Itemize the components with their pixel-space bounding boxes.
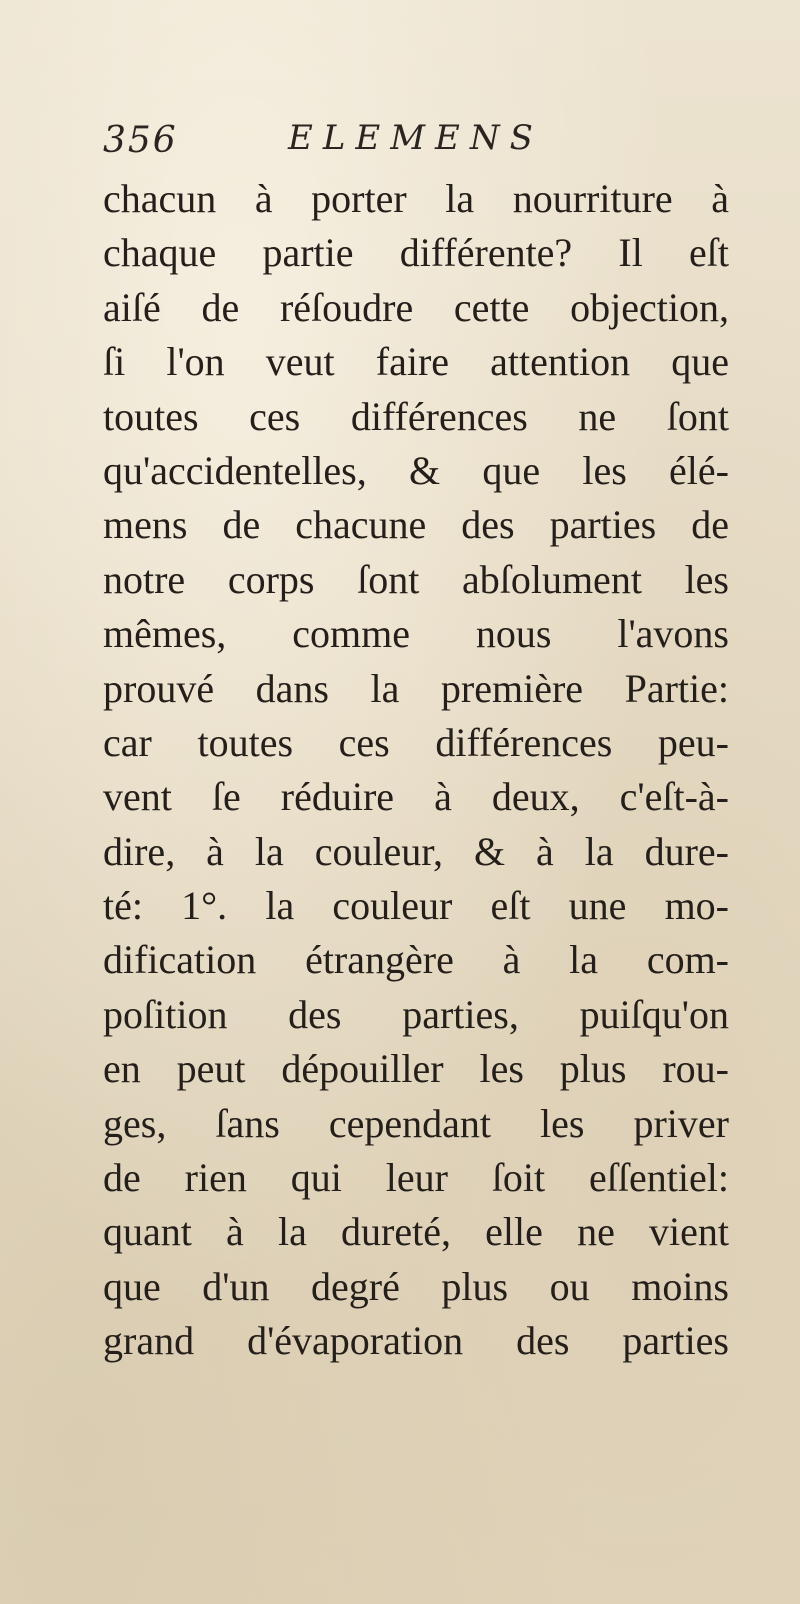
text-line: vent ſe réduire à deux, c'eſt-à- <box>103 774 729 820</box>
text-line: dire, à la couleur, & à la dure- <box>103 828 729 874</box>
text-line: dification étrangère à la com- <box>103 937 729 983</box>
text-line: en peut dépouiller les plus rou- <box>103 1046 729 1092</box>
text-line: grand d'évaporation des parties <box>103 1318 729 1364</box>
text-line: poſition des parties, puiſqu'on <box>103 991 729 1037</box>
running-head: ELEMENS <box>288 118 543 158</box>
text-line: notre corps ſont abſolument les <box>103 556 729 602</box>
text-line: té: 1°. la couleur eſt une mo- <box>103 883 729 929</box>
text-line: que d'un degré plus ou moins <box>103 1263 729 1309</box>
text-line: chaque partie différente? Il eſt <box>103 230 729 276</box>
text-line: mêmes, comme nous l'avons <box>103 611 729 657</box>
text-line: prouvé dans la première Partie: <box>103 665 729 711</box>
text-line: mens de chacune des parties de <box>103 502 729 548</box>
body-text <box>103 172 729 1369</box>
text-line: aiſé de réſoudre cette objection, <box>103 284 729 330</box>
text-line: de rien qui leur ſoit eſſentiel: <box>103 1155 729 1201</box>
text-line: chacun à porter la nourriture à <box>103 176 729 221</box>
page-number: 356 <box>103 120 178 161</box>
text-line: qu'accidentelles, & que les élé- <box>103 447 729 493</box>
page-header <box>103 112 723 160</box>
text-line: ges, ſans cependant les priver <box>103 1100 729 1146</box>
text-line: ſi l'on veut faire attention que <box>103 339 729 385</box>
text-line: quant à la dureté, elle ne vient <box>103 1209 729 1255</box>
text-line: toutes ces différences ne ſont <box>103 393 729 439</box>
text-line: car toutes ces différences peu- <box>103 719 729 765</box>
